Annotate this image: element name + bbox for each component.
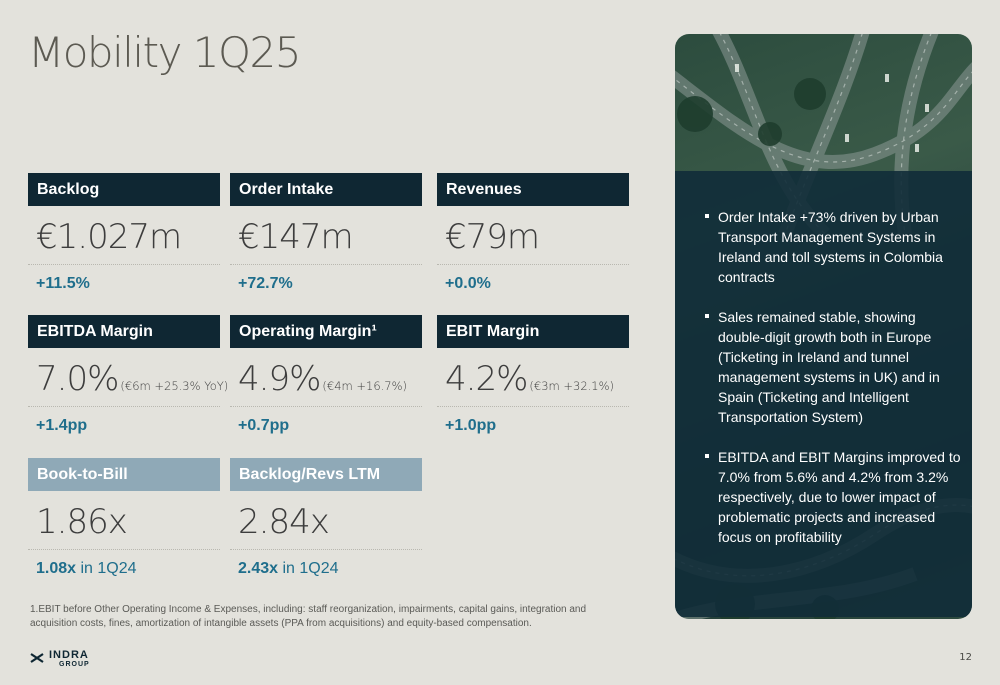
highway-photo-panel: [675, 34, 972, 619]
revenues-change: +0.0%: [445, 275, 491, 292]
backlog-card: [28, 173, 220, 293]
backlog-change: +11.5%: [36, 275, 90, 292]
backlog-revs-value-row: [230, 502, 422, 550]
book-to-bill-comparison: [28, 560, 220, 578]
page-number: 12: [959, 652, 972, 663]
backlog-header: Backlog: [28, 173, 220, 206]
revenues-card: [437, 173, 629, 293]
order-intake-change: +72.7%: [238, 275, 293, 292]
ebitda-margin-card: [28, 315, 229, 435]
revenues-header: Revenues: [437, 173, 629, 206]
operating-margin-change: +0.7pp: [238, 417, 290, 434]
backlog-revs-prev-label: in 1Q24: [278, 560, 339, 577]
order-intake-value: €147m: [238, 217, 353, 257]
bullets-overlay: [675, 171, 972, 617]
backlog-revs-card: [230, 458, 422, 578]
indra-logo-icon: [30, 652, 44, 664]
ebitda-margin-detail: (€6m +25.3% YoY): [120, 379, 229, 393]
book-to-bill-value-row: [28, 502, 220, 550]
ebitda-margin-value: 7.0%: [36, 359, 119, 399]
book-to-bill-value: 1.86x: [36, 502, 127, 542]
logo-text: [49, 651, 90, 669]
bullet-item: EBITDA and EBIT Margins improved to 7.0% from 5.6% and 4.2% from 3.2% respectively, due to lower impact of problematic projects and increased focus on profitability: [705, 447, 963, 547]
ebitda-margin-header: EBITDA Margin: [28, 315, 220, 348]
order-intake-value-row: [230, 217, 422, 265]
backlog-value-row: [28, 217, 220, 265]
ebit-margin-value-row: [437, 359, 629, 407]
operating-margin-detail: (€4m +16.7%): [322, 379, 408, 393]
order-intake-header: Order Intake: [230, 173, 422, 206]
ebit-margin-header: EBIT Margin: [437, 315, 629, 348]
ebitda-margin-change: +1.4pp: [36, 417, 88, 434]
revenues-value-row: [437, 217, 629, 265]
ebit-margin-detail: (€3m +32.1%): [529, 379, 615, 393]
operating-margin-value: 4.9%: [238, 359, 321, 399]
indra-logo: [30, 651, 90, 669]
bullet-item: Order Intake +73% driven by Urban Transport Management Systems in Ireland and toll systems in Colombia contracts: [705, 207, 963, 287]
revenues-value: €79m: [445, 217, 540, 257]
backlog-revs-prev-value: 2.43x: [238, 560, 279, 577]
ebit-margin-card: [437, 315, 629, 435]
operating-margin-value-row: [230, 359, 422, 407]
footnote: 1.EBIT before Other Operating Income & Expenses, including: staff reorganization, impairments, capital gains, integration and acquisition costs, fines, amortization of intangible assets (PPA from acquisitions) and equity-based compensation.: [30, 604, 587, 629]
backlog-revs-value: 2.84x: [238, 502, 329, 542]
ebit-margin-change: +1.0pp: [445, 417, 497, 434]
operating-margin-card: [230, 315, 422, 435]
book-to-bill-prev-label: in 1Q24: [76, 560, 137, 577]
operating-margin-header: Operating Margin¹: [230, 315, 422, 348]
backlog-value: €1.027m: [36, 217, 182, 257]
logo-line2: GROUP: [59, 661, 90, 668]
bullet-list: [705, 207, 963, 567]
book-to-bill-card: [28, 458, 220, 578]
ebit-margin-value: 4.2%: [445, 359, 528, 399]
order-intake-card: [230, 173, 422, 293]
book-to-bill-prev-value: 1.08x: [36, 560, 77, 577]
slide-title: Mobility 1Q25: [28, 28, 300, 77]
logo-line1: INDRA: [49, 649, 89, 661]
bullet-item: Sales remained stable, showing double-digit growth both in Europe (Ticketing in Ireland and tunnel management systems in UK) and in Spain (Ticketing and Intelligent Transportation System): [705, 307, 963, 427]
backlog-revs-comparison: [230, 560, 422, 578]
backlog-revs-header: Backlog/Revs LTM: [230, 458, 422, 491]
book-to-bill-header: Book-to-Bill: [28, 458, 220, 491]
ebitda-margin-value-row: [28, 359, 229, 407]
